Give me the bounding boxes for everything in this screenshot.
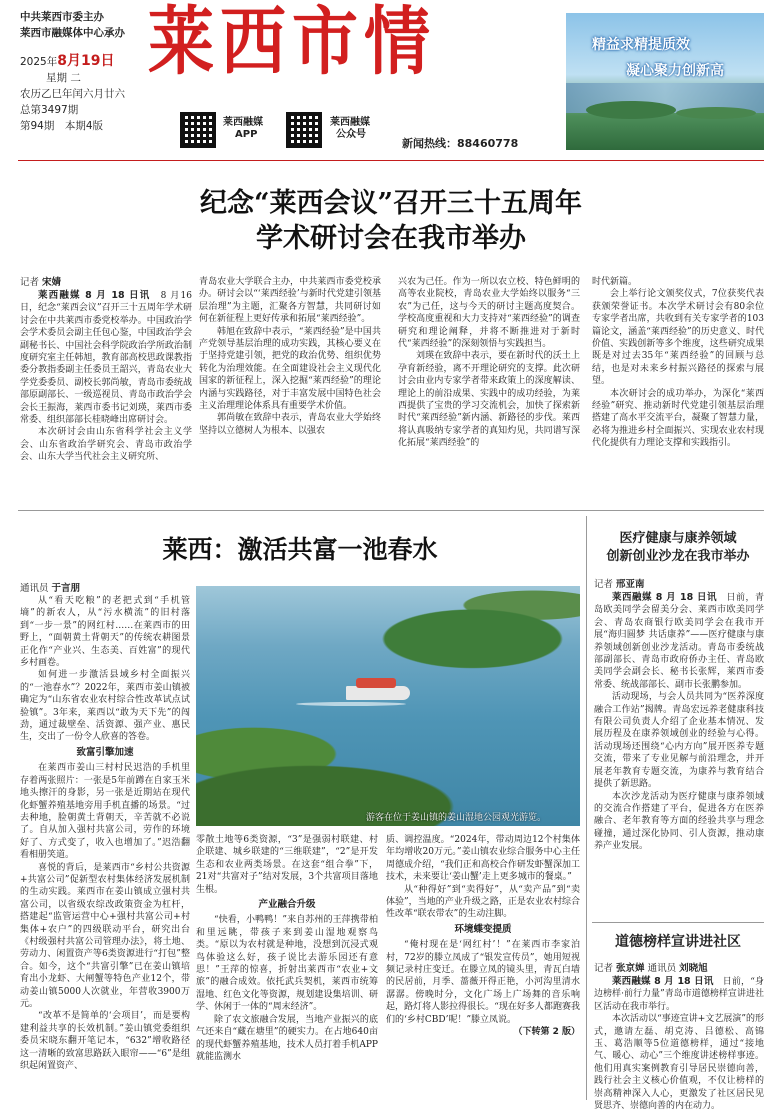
correspondent-name: 于言朋 [51, 583, 81, 594]
lead-paragraph: 兴农为己任。作为一所以农立校、特色鲜明的高等农业院校，青岛农业大学始终以服务“三农”为己任，这与今天的研讨主题高度契合。学校高度重视和大力支持对“莱西经验”的调查研究和理论阐释，并将不断推进对于新时代“莱西经验”的深刻领悟与实践担当。 [398, 277, 580, 350]
correspondent-name: 刘晓旭 [679, 963, 708, 974]
feature-subhead: 致富引擎加速 [76, 746, 134, 758]
news-hotline [402, 138, 518, 150]
hotline-number: 88460778 [457, 137, 519, 150]
lead-column-1 [20, 276, 192, 476]
sidebar1-byline [594, 578, 764, 591]
sidebar1-headline-line-2: 创新创业沙龙在我市举办 [606, 549, 750, 564]
correspondent-label: 通讯员 [647, 963, 677, 974]
sidebar2-paragraph: 日前，“身边榜样·前行力量”青岛市道德榜样宣讲进社区活动在我市举行。 [594, 977, 764, 1012]
sidebar-divider [592, 922, 764, 923]
newspaper-logo: 莱西市情 [148, 0, 436, 86]
sidebar1-paragraph: 活动现场，与会人员共同为“医养深度融合工作站”揭牌。青岛宏远养老健康科技有限公司负责人介绍了企业基本情况、发展历程及在康养领域创业的经验与心得。活动现场还围绕“心内方向”展开医养专题交流，带来了专业见解与前沿理念，并开展老年教育专题交流，为康养与教育结合提供了新思路。 [594, 692, 764, 790]
feature-paragraph: 从“看天吃粮”的老把式到“手机管墒”的新农人，从“污水横流”的旧村落到“一步一景”的网红村……在莱西市的田野上，“面朝黄土背朝天”的传统农耕图景正化作“产业兴、生态美、百姓富”的现代乡村画卷。 [20, 596, 190, 669]
date-month-day: 8月19日 [57, 53, 115, 69]
qr-wechat-label [330, 117, 370, 141]
lead-paragraph: 韩旭在致辞中表示，“莱西经验”是中国共产党领导基层治理的成功实践，其核心要义在于坚持党建引领，把党的政治优势、组织优势转化为治理效能。在全面建设社会主义现代化国家的新征程上，深入挖掘“莱西经验”的理论内涵与实践路径，对于丰富发展中国特色社会主义治理理论体系具有重要学术价值。 [199, 326, 381, 412]
lead-paragraph: 本次研讨会的成功举办，为深化“莱西经验”研究、推动新时代党建引领基层治理搭建了高水平交流平台，凝聚了智慧力量，必将为推进乡村全面振兴、实现农业农村现代化提供有力理论支撑和实践指引。 [592, 388, 764, 449]
lead-headline [18, 186, 764, 256]
feature-paragraph: “改革不是简单的‘会项目’，而是要构建利益共享的长效机制。”姜山镇党委组织委员宋晓东翻开笔记本，“632”增收路径这一清晰的致富思路跃入眼帘——“6”是组织起闲置资产、 [20, 1011, 190, 1072]
qr-wechat-label-1: 莱西融媒 [330, 117, 370, 128]
sidebar1-headline-line-1: 医疗健康与康养领域 [619, 531, 737, 546]
lead-column-2 [199, 276, 381, 476]
feature-column-3 [386, 834, 580, 1100]
feature-subhead: 产业融合升级 [258, 899, 316, 911]
total-issue: 总第3497期 [20, 104, 79, 116]
feature-paragraph: 除了农文旅融合发展，当地产业振兴的底气还来自“藏在塘里”的硬实力。在占地640亩的现代虾蟹养殖基地，技术人员打着手机APP就能监测水 [196, 1014, 378, 1062]
feature-paragraph: 喜悦的背后，是莱西市“乡村公共资源+共富公司”促新型农村集体经济发展机制的生动实践。莱西市在姜山镇成立强村共富公司，以省级农综改政策资金为杠杆，搭建起“监管运营中心+强村共富公司+村集体+农户”的四级联动平台，研究出台《村级强村共富公司管理办法》，将土地、劳动力、闲置资产等6类资源进行“打包”整合。如今，这个“共富引擎”已在姜山镇培育出小龙虾、大闸蟹等特色产业12个，带动姜山镇5000人次就业，年营收3900万元。 [20, 862, 190, 1009]
reporter-label: 记者 [594, 579, 614, 590]
qr-wechat-label-2: 公众号 [336, 129, 366, 140]
sidebar1-headline [592, 530, 764, 566]
sidebar1-paragraph: 本次沙龙活动为医疗健康与康养领域的交流合作搭建了平台，促进各方在医养融合、老年教育等方面的经验共享与理念碰撞，通过深化协同、引人资源，推动康养产业发展。 [594, 791, 764, 852]
qr-app-label-1: 莱西融媒 [223, 117, 263, 128]
feature-headline: 莱西：激活共富一池春水 [162, 535, 438, 564]
organizer-line-2: 莱西市融媒体中心承办 [20, 27, 125, 39]
reporter-label: 记者 [20, 277, 40, 288]
photo-caption: 游客在位于姜山镇的姜山湿地公园观光游览。 [366, 813, 547, 823]
lead-paragraph: 刘瑛在致辞中表示，要在新时代的沃土上孕育新经验，离不开理论研究的支撑。此次研讨会由业内专家学者带来政策上的深度解读、理论上的前沿成果、实践中的成功经验，为莱西提供了宝贵的学习交流机会，加快了探索新时代“莱西经验”新内涵、新路径的步伐。莱西将认真吸纳专家学者的真知灼见，共同谱写深化拓展“莱西经验”的 [398, 351, 580, 449]
banner-slogan-2: 凝心聚力创新高 [626, 63, 724, 79]
reporter-name: 邢亚南 [616, 579, 645, 590]
weekday: 星期 二 [46, 72, 81, 84]
issue-pages: 第94期 本期4版 [20, 120, 104, 132]
lead-paragraph: 时代新篇。 [592, 277, 638, 287]
lead-paragraph: 郭尚敏在致辞中表示，青岛农业大学始终坚持以立德树人为根本、以强农 [199, 413, 381, 436]
reporter-label: 记者 [594, 963, 614, 974]
masthead-info [20, 9, 150, 134]
qr-app-label-2: APP [235, 129, 258, 140]
feature-paragraph: 在莱西市姜山三村村民迟浩的手机里存着两张照片：一张是5年前蹲在自家玉米地头擦汗的身影，另一张是近期站在现代化虾蟹养殖基地旁用手机直播的场景。“过去种地，脸朝黄土背朝天，辛苦就不必说了。自从加入强村共富公司，劳作的环境好了、方式变了，收入也增加了。”迟浩翻看相册笑道。 [20, 763, 190, 861]
qr-code-app[interactable] [180, 112, 216, 148]
feature-column-1 [20, 582, 190, 1100]
continued-note: （下转第 2 版） [513, 1027, 580, 1038]
qr-app-label [223, 117, 263, 141]
lunar-date: 农历乙巳年闰六月廿六 [20, 88, 125, 100]
issue-date [20, 53, 150, 70]
lead-paragraph: 本次研讨会由山东省科学社会主义学会、山东省政治学研究会、青岛市政治学会、山东大学当代社会主义研究所、 [20, 427, 192, 463]
feature-photo [196, 586, 580, 826]
boat-passengers [356, 678, 396, 688]
feature-paragraph: 如何进一步激活县域乡村全面振兴的“一池春水”？2022年，莱西市姜山镇被确定为“山东省农业农村综合性改革试点试验镇”。3年来，莱西以“敢为天下先”的闯劲，通过裁壁垒、活资源、强产业、惠民生，交出了一份令人欣喜的答卷。 [20, 670, 190, 743]
lead-headline-line-2: 学术研讨会在我市举办 [256, 223, 526, 254]
sidebar2-byline [594, 962, 764, 975]
feature-subhead: 环境蝶变提质 [454, 923, 512, 935]
lead-paragraph: 8 月16 日，纪念“莱西会议”召开三十五周年学术研讨会在中共莱西市委党校举办。中国政治学会学术委员会副主任包心鉴，中国政治学会副秘书长、中国社会科学院政治学所政治制度研究室主任韩旭，教育部高校思政课教指委分教指委副主任委员王韶兴，青岛农业大学党委委员、副校长郭尚敏，青岛市委统战部原副部长、一级巡视员、青岛市政治学会会长王振海，莱西市委书记刘瑛，莱西市委常委、组织部部长桂晓峰出席研讨会。 [20, 291, 192, 426]
feature-paragraph: “俺村现在是‘网红村’！”在莱西市李家泊村，72岁的滕立凤成了“银发宣传员”，她用短视频记录村庄变迁。在滕立凤的镜头里，青瓦白墙的民居前，月季、蔷薇开得正艳，小河沟里清水潺潺。傍晚时分，文化广场上广场舞的音乐响起，路灯将人影拉得很长。“现在好多人都跑赛我们的‘乡村CBD’呢！”滕立凤说。 [386, 940, 580, 1025]
sidebar2-paragraph: 本次活动以“事迹宣讲+文艺展演”的形式，邀请左磊、胡克涛、吕德松、高锦玉、葛浩顺等5位道德榜样，通过“接地气、暖心、动心”三个维度讲述榜样事迹。他们用真实案例教育引导居民崇德向善，践行社会主义核心价值观，不仅让榜样的崇高精神深入人心，更激发了社区居民见贤思齐、崇德向善的内在动力。 [594, 1014, 764, 1112]
reporter-name: 张京婵 [616, 963, 645, 974]
feature-paragraph: 质、调控温度。“2024年，带动周边12个村集体年均增收20万元。”姜山镇农业综合服务中心主任周德成介绍，“我们正和高校合作研发虾蟹深加工技术，未来要让‘姜山蟹’走上更多城市的餐桌。” [386, 835, 580, 883]
feature-paragraph: 从“种得好”到“卖得好”，从“卖产品”到“卖体验”，当地的产业升级之路，正是农业农村综合性改革“联农带农”的生动注脚。 [386, 884, 580, 920]
date-year: 2025年 [20, 56, 58, 68]
masthead-banner-photo [566, 13, 764, 150]
boat-wake [296, 702, 406, 706]
organizer-line-1: 中共莱西市委主办 [20, 11, 104, 23]
lead-paragraph: 青岛农业大学联合主办，中共莱西市委党校承办。研讨会以“‘莱西经验’与新时代党建引领基层治理”为主题，汇聚各方智慧，共同研讨如何在新征程上更好传承和拓展“莱西经验”。 [199, 277, 381, 325]
lead-column-3 [398, 276, 580, 476]
section-divider [18, 510, 764, 511]
sidebar2-dateline: 莱西融媒 8 月 18 日讯 [612, 976, 714, 987]
sidebar1-paragraph: 日前，青岛欧美同学会留美分会、莱西市欧美同学会、青岛农商银行欧美同学会在我市开展“海归圆梦 共话康养”——医疗健康与康养领域创新创业沙龙活动。青岛市委统战部副部长、青岛市政府侨办主任、青岛欧美同学会副会长、秘书长张辉，莱西市委常委、统战部部长、副市长张鹏参加。 [594, 593, 764, 690]
boat-shape [346, 686, 410, 700]
hotline-label: 新闻热线： [402, 137, 457, 150]
sidebar2-body [594, 962, 764, 1112]
lead-dateline: 莱西融媒 8 月 18 日讯 [38, 290, 151, 301]
feature-column-2 [196, 834, 378, 1100]
feature-paragraph: “快看，小鸭鸭！”来自苏州的王萍携带柏和里远眺，带孩子来到姜山湿地观察鸟类。“原以为农村就是种地，没想到沉浸式观鸟体验这么好，孩子说比去游乐园还有意思！”王萍的惊喜，折射出莱西市“农业+文旅”的融合成效。依托武兵契机，莱西市统筹湿地、红色文化等资源，规划建设集培训、研学、休闲于一体的“周末经济”。 [196, 915, 378, 1013]
reporter-name: 宋婧 [42, 277, 62, 288]
banner-slogan-1: 精益求精提质效 [592, 37, 690, 53]
lead-headline-line-1: 纪念“莱西会议”召开三十五周年 [199, 188, 583, 219]
masthead-divider [18, 160, 764, 161]
column-divider [586, 516, 587, 1100]
sidebar1-dateline: 莱西融媒 8 月 18 日讯 [612, 592, 717, 603]
sidebar2-headline: 道德榜样宣讲进社区 [615, 934, 741, 950]
feature-paragraph: 零散土地等6类资源，“3”是强弱村联建、村企联建、城乡联建的“三维联建”，“2”是开发生态和农业两类场景。在这套“组合拳”下，21对“共富对子”结对发展，3个共富项目落地生根。 [196, 835, 378, 895]
correspondent-label: 通讯员 [20, 583, 49, 594]
sidebar1-body [594, 578, 764, 908]
qr-code-wechat[interactable] [286, 112, 322, 148]
lead-paragraph: 会上举行论文颁奖仪式，7位获奖代表获颁荣誉证书。本次学术研讨会有80余位专家学者出席，共收到有关专家学者的103篇论文，涵盖“莱西经验”的历史意义、时代价值、实践创新等多个维度，这些研究成果既是对过去35年“莱西经验”的回顾与总结，也是对未来乡村振兴路径的探索与展望。 [592, 289, 764, 387]
feature-byline [20, 582, 190, 595]
lead-column-4 [592, 276, 764, 476]
lead-byline [20, 276, 192, 289]
